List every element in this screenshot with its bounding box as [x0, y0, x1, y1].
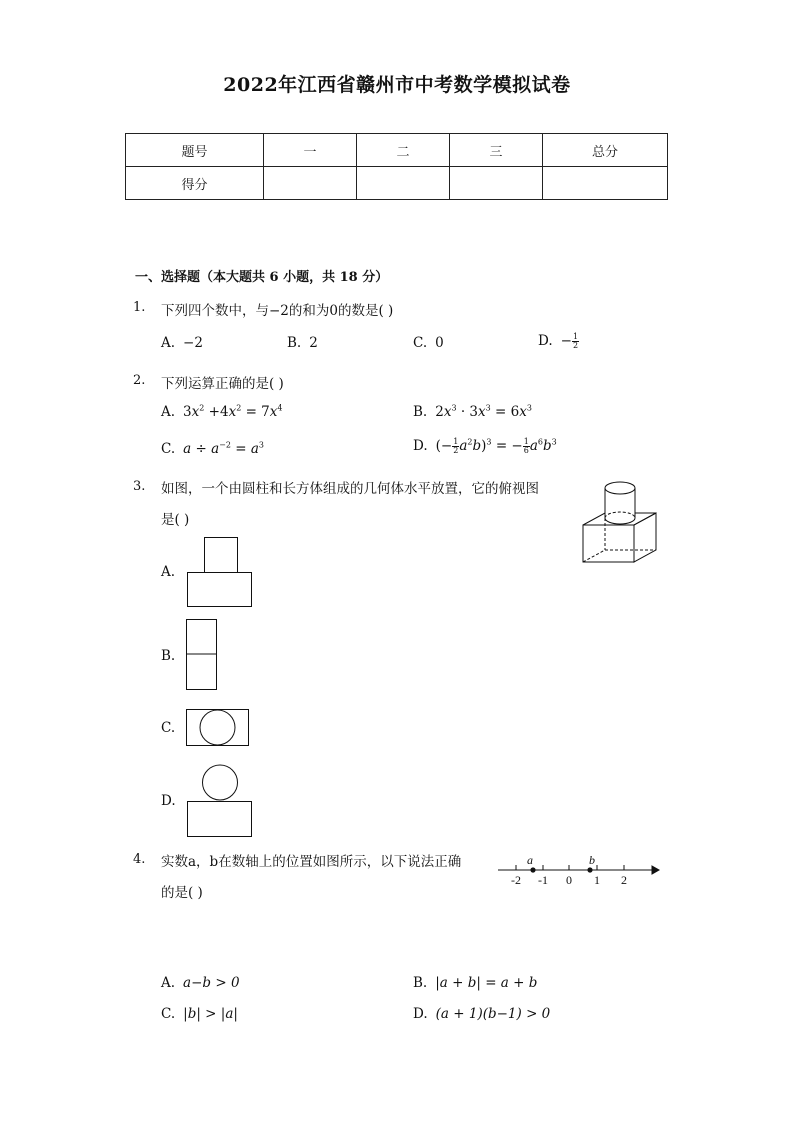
section-heading: 一、选择题（本大题共 6 小题，共 18 分）: [135, 270, 389, 285]
point-b-dot: [587, 867, 592, 872]
exam-title: 2022年江西省赣州市中考数学模拟试卷: [223, 74, 571, 96]
number-line-diagram: [496, 850, 662, 888]
option-d[interactable]: D. (a + 1)(b−1) > 0: [413, 1006, 551, 1022]
option-d[interactable]: D. − $\frac{1}{2}$: [538, 332, 579, 350]
math-expression: (− $\frac{1}{2}$ $a^2b)^3$ = − $\frac{1}{6}$ $a^6b^3$: [435, 436, 557, 455]
option-a-figure: [185, 536, 255, 610]
option-c[interactable]: C. $a \div a^{-2} = a^3$: [161, 440, 264, 457]
point-a-label: a: [527, 853, 533, 867]
score-cell[interactable]: [543, 167, 668, 200]
math-expression: $3x^2 +4x^2 = 7x^4$: [183, 403, 283, 420]
question-text: 下列运算正确的是( ): [161, 376, 284, 392]
header-cell: 一: [264, 134, 357, 167]
row-label-cell: 得分: [126, 167, 264, 200]
question-text-line1: 如图，一个由圆柱和长方体组成的几何体水平放置，它的俯视图: [161, 481, 539, 497]
question-text-line1: 实数a，b在数轴上的位置如图所示，以下说法正确: [161, 854, 462, 870]
score-table-header-row: [126, 134, 668, 167]
solid-figure-diagram: [578, 478, 662, 566]
score-table-score-row: [126, 167, 668, 200]
axis-tick-label: 0: [566, 873, 572, 887]
header-cell: 三: [450, 134, 543, 167]
option-c[interactable]: C. |b| > |a|: [161, 1006, 238, 1022]
question-text-line2: 是( ): [161, 512, 190, 528]
question-number: 3.: [133, 479, 146, 494]
axis-tick-label: 2: [621, 873, 627, 887]
option-c[interactable]: C.: [161, 720, 176, 736]
option-d[interactable]: D. (− $\frac{1}{2}$ $a^2b)^3$ = − $\frac{1}{6}$ $a^6b^3$: [413, 436, 557, 455]
header-cell: 总分: [543, 134, 668, 167]
score-cell[interactable]: [357, 167, 450, 200]
header-cell: 题号: [126, 134, 264, 167]
option-b[interactable]: B.: [161, 648, 176, 664]
question-number: 2.: [133, 373, 146, 388]
score-cell[interactable]: [450, 167, 543, 200]
question-number: 1.: [133, 300, 146, 315]
option-b-figure: [185, 618, 219, 692]
point-a-dot: [530, 867, 535, 872]
score-table: [125, 133, 668, 200]
option-d-figure: [185, 763, 255, 839]
question-number: 4.: [133, 852, 146, 867]
question-text: 下列四个数中，与−2的和为0的数是( ): [161, 303, 394, 319]
axis-tick-label: -2: [511, 873, 521, 887]
math-expression: $2x^3 \cdot 3x^3 = 6x^3$: [435, 403, 532, 420]
option-a[interactable]: A. $3x^2 +4x^2 = 7x^4$: [161, 403, 283, 420]
header-cell: 二: [357, 134, 450, 167]
option-a[interactable]: A. a−b > 0: [161, 975, 240, 991]
option-a[interactable]: A.: [161, 564, 176, 580]
option-a[interactable]: A. −2: [161, 335, 203, 351]
option-b[interactable]: B. 2: [287, 335, 318, 351]
option-c[interactable]: C. 0: [413, 335, 444, 351]
point-b-label: b: [589, 853, 595, 867]
score-cell[interactable]: [264, 167, 357, 200]
option-b[interactable]: B. |a + b| = a + b: [413, 975, 538, 991]
option-d[interactable]: D.: [161, 793, 176, 809]
option-c-figure: [185, 708, 251, 748]
axis-tick-label: 1: [594, 873, 600, 887]
question-text-line2: 的是( ): [161, 885, 203, 901]
axis-tick-label: -1: [538, 873, 548, 887]
math-expression: $a \div a^{-2} = a^3$: [183, 440, 264, 457]
fraction: $\frac{1}{2}$: [572, 332, 579, 350]
option-b[interactable]: B. $2x^3 \cdot 3x^3 = 6x^3$: [413, 403, 532, 420]
